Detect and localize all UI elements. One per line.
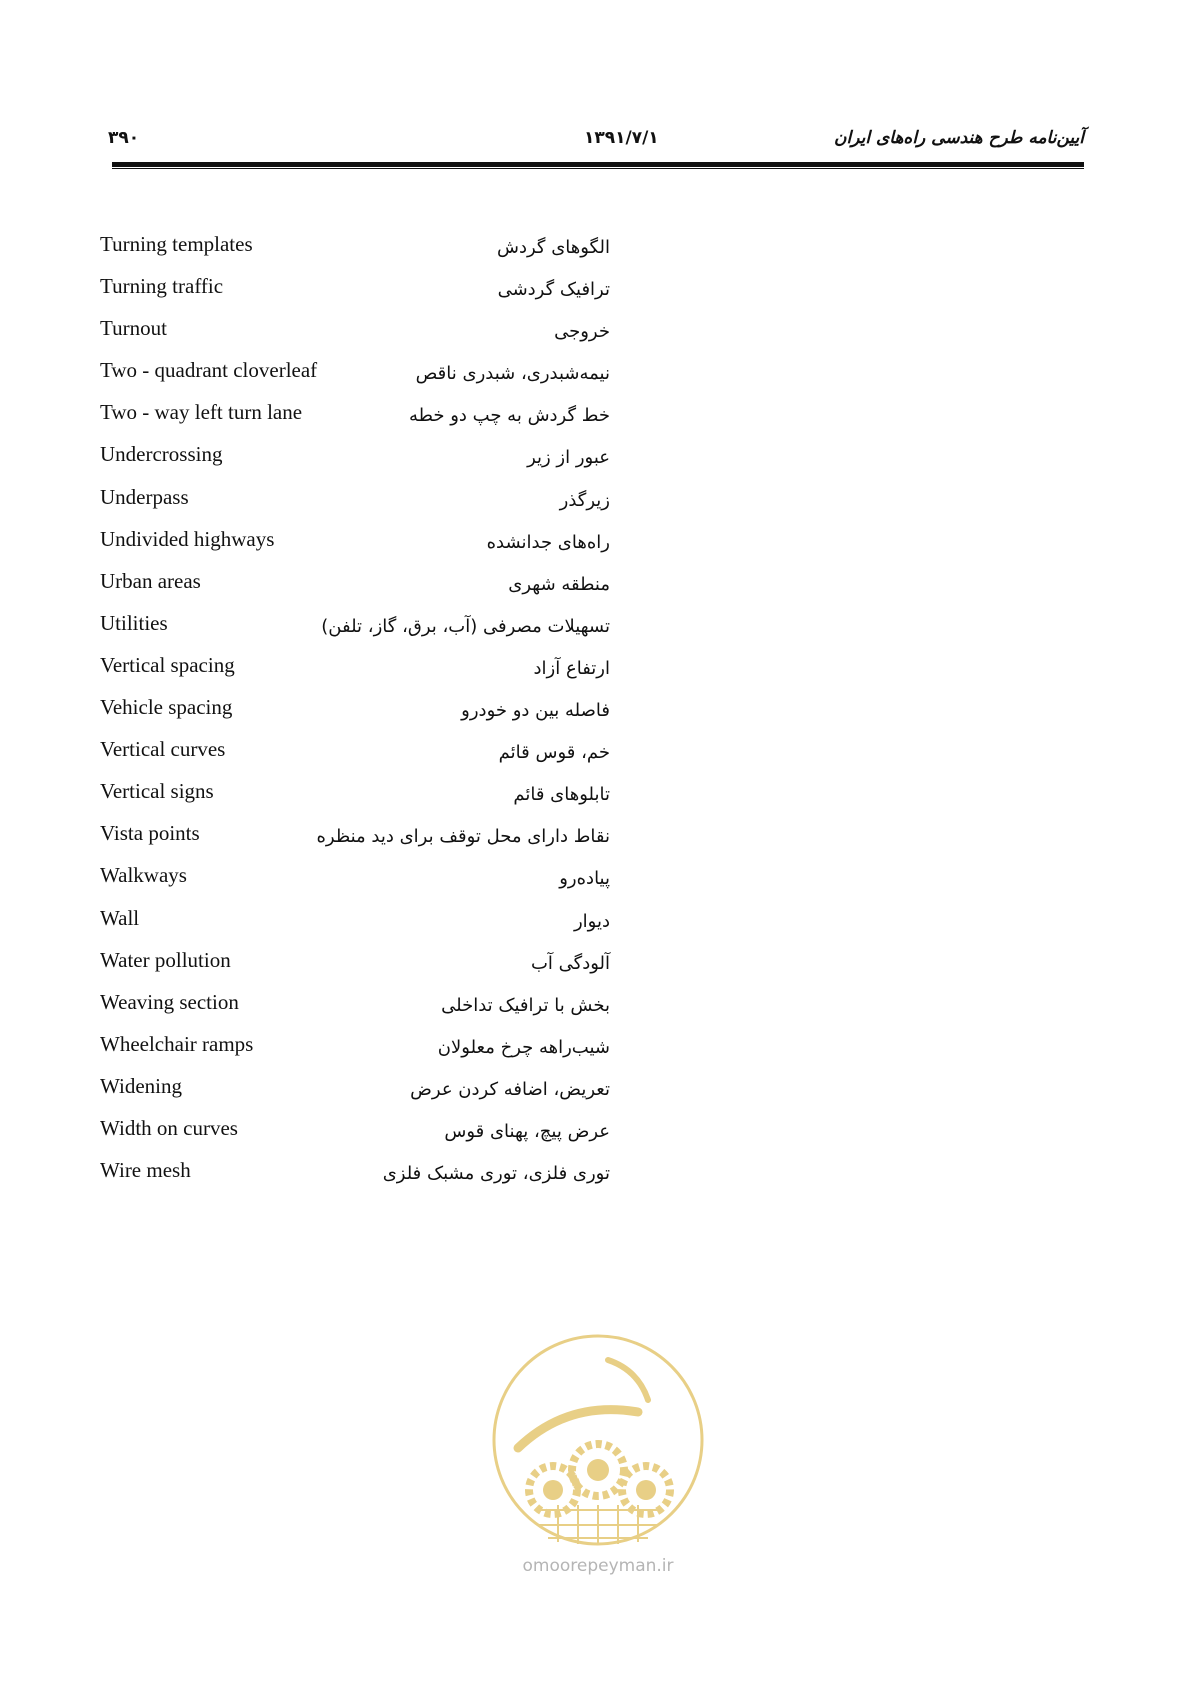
glossary-term-en: Vehicle spacing bbox=[100, 695, 233, 720]
glossary-term-en: Urban areas bbox=[100, 568, 201, 593]
glossary-term-en: Widening bbox=[100, 1073, 182, 1098]
glossary-term-fa: تسهیلات مصرفی (آب، برق، گاز، تلفن) bbox=[321, 615, 610, 637]
glossary-term-en: Vertical spacing bbox=[100, 652, 235, 677]
glossary-row bbox=[100, 1032, 610, 1074]
glossary-row bbox=[100, 1074, 610, 1116]
glossary-term-en: Wheelchair ramps bbox=[100, 1031, 254, 1056]
glossary-term-fa: راه‌های جدانشده bbox=[486, 531, 610, 553]
glossary-term-fa: خروجی bbox=[554, 321, 610, 343]
glossary-row bbox=[100, 611, 610, 653]
glossary-term-fa: بخش با ترافیک تداخلی bbox=[441, 994, 610, 1016]
header-rule-thin bbox=[112, 168, 1084, 169]
glossary-term-fa: فاصله بین دو خودرو bbox=[461, 700, 610, 722]
glossary-term-fa: ترافیک گردشی bbox=[497, 279, 610, 301]
glossary-term-en: Wall bbox=[100, 905, 140, 930]
glossary-term-en: Weaving section bbox=[100, 989, 239, 1014]
glossary-term-fa: الگوهای گردش bbox=[496, 237, 610, 258]
glossary-term-fa: دیوار bbox=[573, 910, 610, 932]
glossary-row bbox=[100, 1158, 610, 1200]
glossary-row bbox=[100, 274, 610, 316]
glossary-list bbox=[100, 232, 610, 1200]
glossary-term-fa: عبور از زیر bbox=[527, 447, 610, 469]
glossary-term-en: Vertical curves bbox=[100, 737, 226, 762]
glossary-term-fa: تعریض، اضافه کردن عرض bbox=[410, 1078, 610, 1100]
glossary-row bbox=[100, 316, 610, 358]
glossary-term-en: Underpass bbox=[100, 484, 189, 509]
glossary-row bbox=[100, 737, 610, 779]
watermark-logo-icon bbox=[488, 1330, 708, 1550]
glossary-term-fa: آلودگی آب bbox=[530, 952, 610, 974]
glossary-term-fa: ارتفاع آزاد bbox=[533, 657, 610, 679]
glossary-row bbox=[100, 400, 610, 442]
header-date: ۱۳۹۱/۷/۱ bbox=[584, 128, 659, 148]
glossary-row bbox=[100, 442, 610, 484]
glossary-row bbox=[100, 485, 610, 527]
glossary-row bbox=[100, 990, 610, 1032]
glossary-row bbox=[100, 906, 610, 948]
glossary-term-en: Turning templates bbox=[100, 232, 253, 256]
glossary-row bbox=[100, 779, 610, 821]
glossary-row bbox=[100, 863, 610, 905]
glossary-term-en: Undivided highways bbox=[100, 526, 275, 551]
page-header bbox=[108, 128, 1084, 156]
glossary-term-fa: نیمه‌شبدری، شبدری ناقص bbox=[415, 363, 610, 385]
glossary-term-fa: عرض پیچ، پهنای قوس bbox=[444, 1120, 610, 1142]
glossary-term-en: Turnout bbox=[100, 316, 167, 341]
glossary-term-en: Walkways bbox=[100, 863, 187, 888]
glossary-row bbox=[100, 821, 610, 863]
glossary-term-en: Two - quadrant cloverleaf bbox=[100, 358, 318, 383]
glossary-row bbox=[100, 948, 610, 990]
glossary-term-en: Vista points bbox=[100, 821, 200, 846]
glossary-row bbox=[100, 1116, 610, 1158]
glossary-row bbox=[100, 527, 610, 569]
glossary-term-fa: توری فلزی، توری مشبک فلزی bbox=[382, 1163, 610, 1185]
glossary-term-fa: تابلوهای قائم bbox=[513, 784, 610, 806]
watermark bbox=[488, 1330, 708, 1576]
glossary-term-en: Wire mesh bbox=[100, 1158, 191, 1183]
glossary-term-en: Two - way left turn lane bbox=[100, 400, 303, 425]
glossary-term-fa: نقاط دارای محل توقف برای دید منظره bbox=[316, 826, 610, 848]
glossary-term-en: Width on curves bbox=[100, 1115, 238, 1140]
glossary-term-en: Water pollution bbox=[100, 947, 231, 972]
header-rule bbox=[112, 162, 1084, 167]
glossary-row bbox=[100, 232, 610, 274]
glossary-term-fa: پیاده‌رو bbox=[559, 868, 610, 890]
glossary-term-en: Vertical signs bbox=[100, 779, 214, 804]
glossary-term-fa: خم، قوس قائم bbox=[498, 742, 610, 764]
glossary-term-fa: منطقه شهری bbox=[508, 573, 610, 595]
book-title: آیین‌نامه طرح هندسی راه‌های ایران bbox=[834, 128, 1084, 148]
page-number: ۳۹۰ bbox=[108, 128, 140, 148]
glossary-row bbox=[100, 695, 610, 737]
glossary-term-en: Turning traffic bbox=[100, 274, 224, 299]
glossary-row bbox=[100, 569, 610, 611]
glossary-term-fa: خط گردش به چپ دو خطه bbox=[408, 405, 610, 427]
glossary-row bbox=[100, 358, 610, 400]
glossary-row bbox=[100, 653, 610, 695]
watermark-site: omoorepeyman.ir bbox=[522, 1556, 674, 1576]
glossary-term-en: Undercrossing bbox=[100, 442, 223, 467]
glossary-term-en: Utilities bbox=[100, 610, 168, 635]
glossary-term-fa: زیرگذر bbox=[559, 489, 610, 511]
glossary-term-fa: شیب‌راهه چرخ معلولان bbox=[437, 1036, 610, 1058]
